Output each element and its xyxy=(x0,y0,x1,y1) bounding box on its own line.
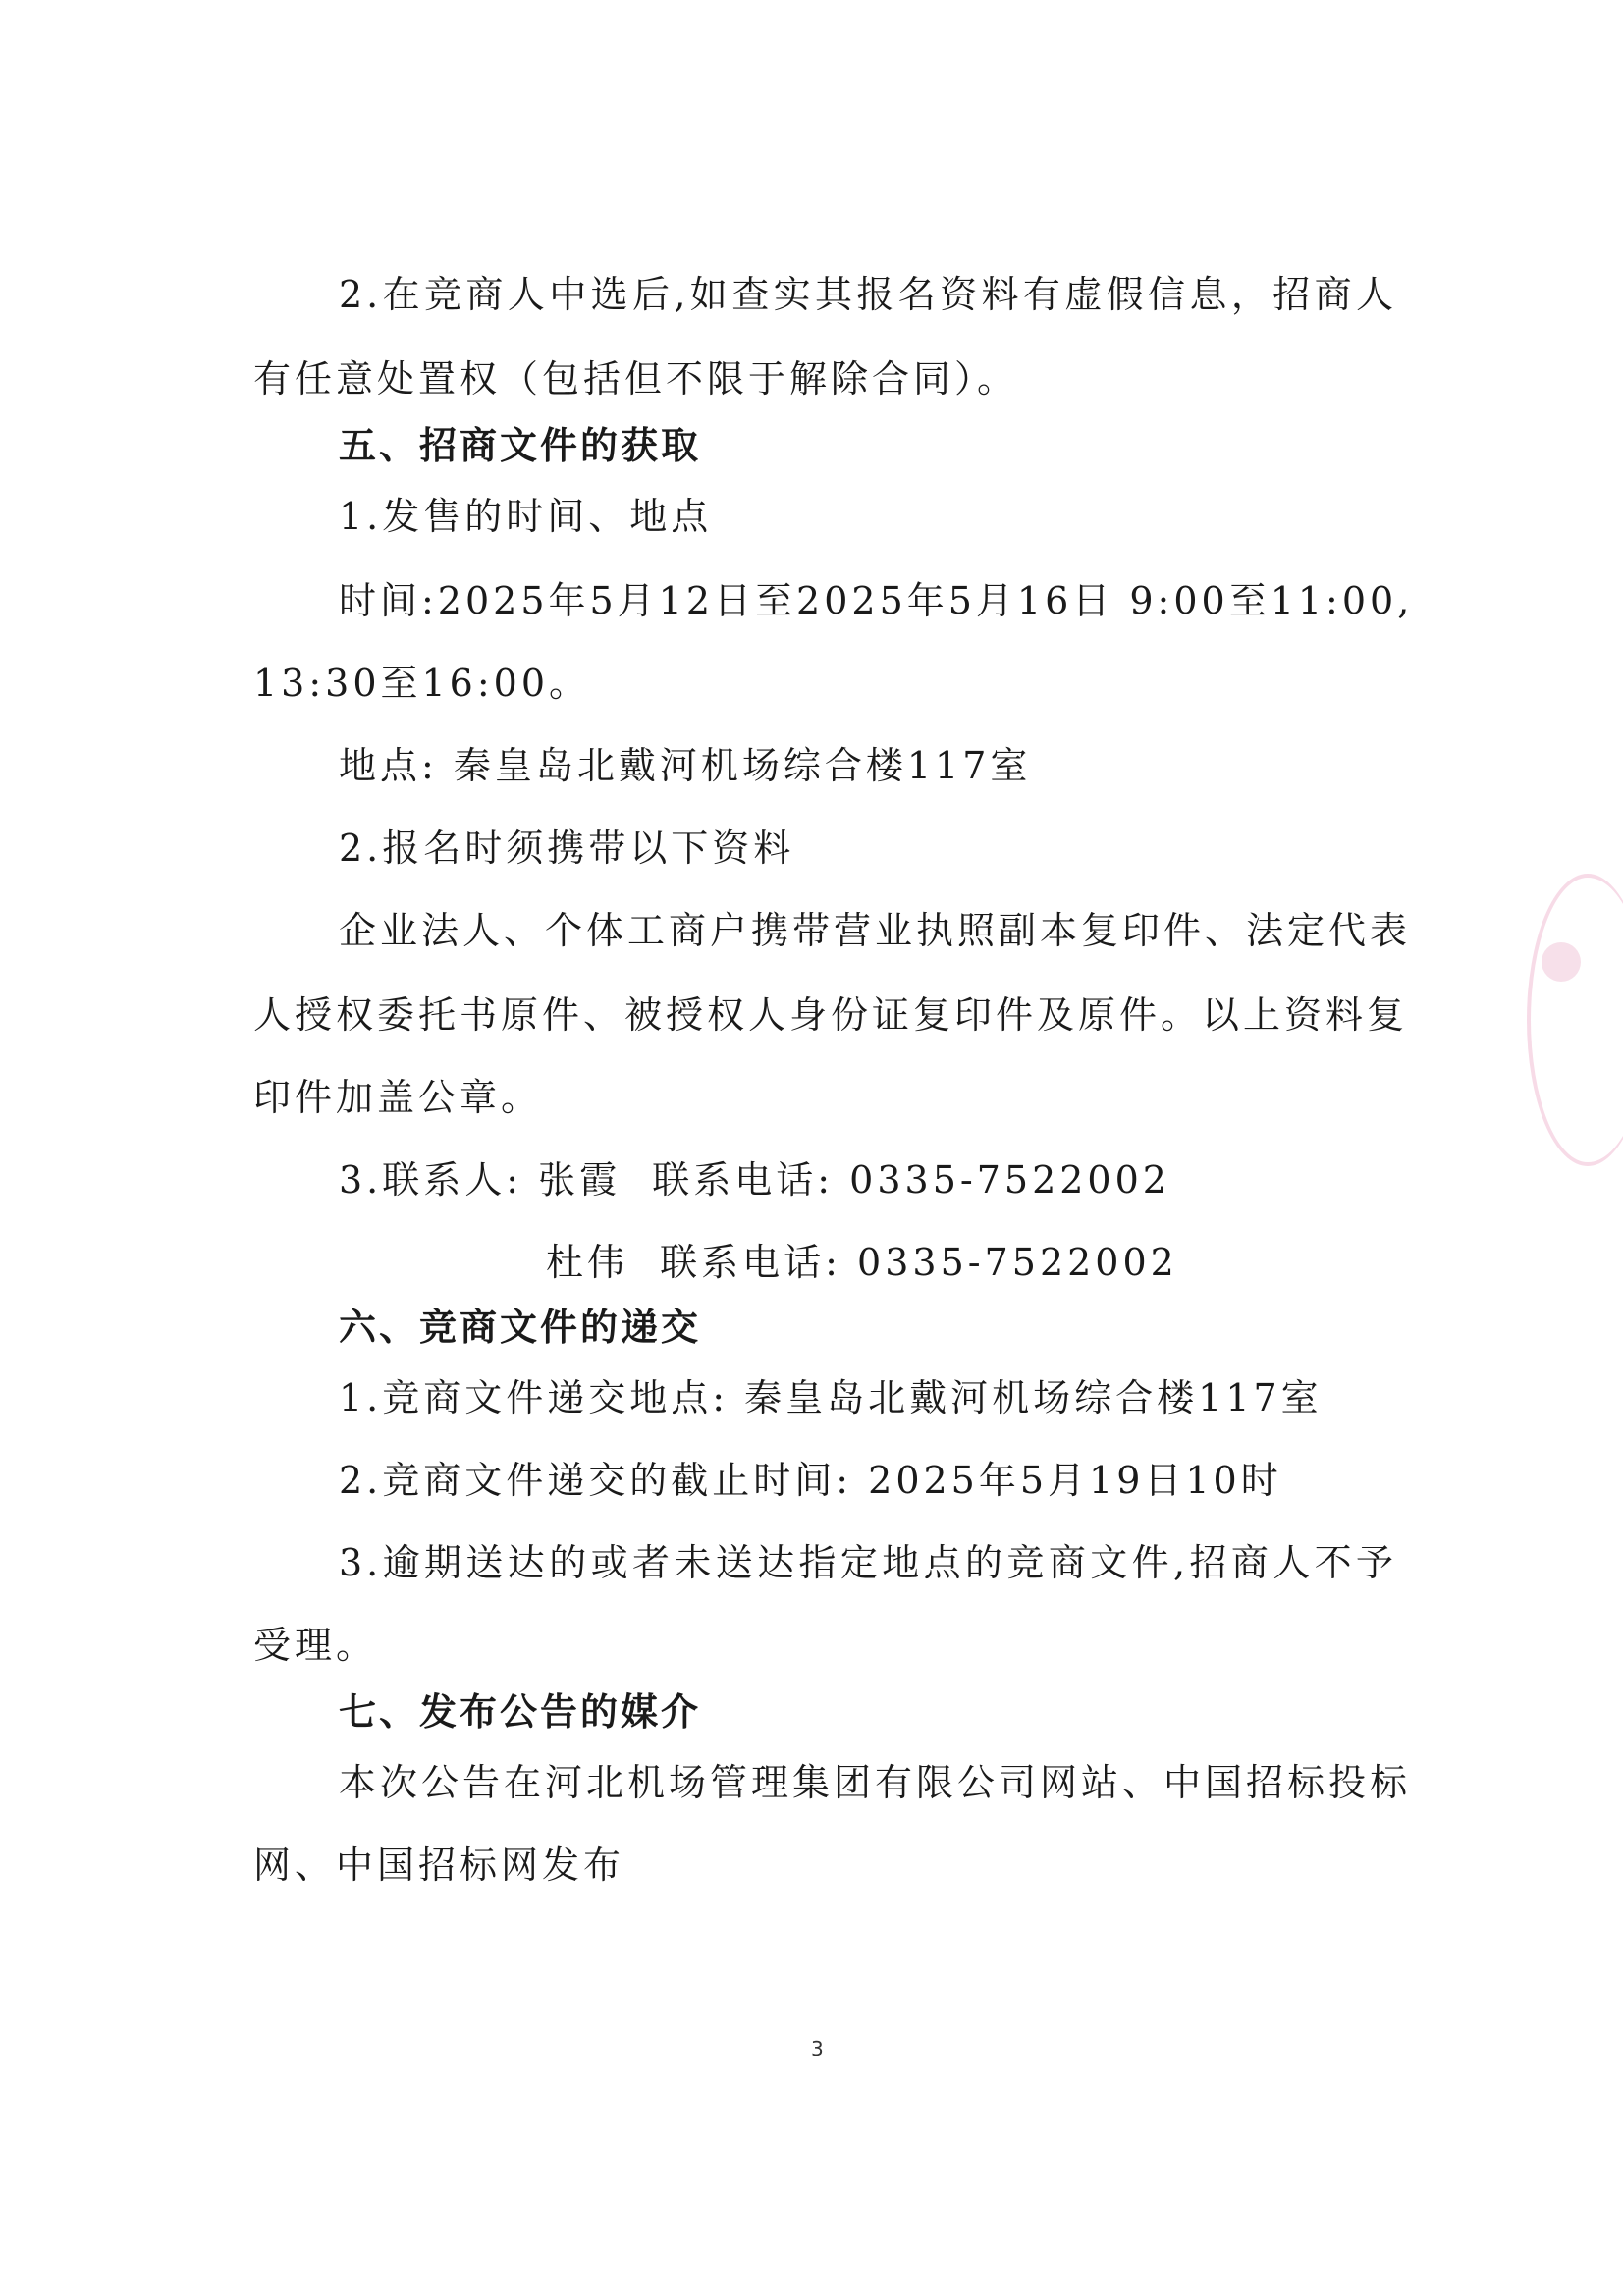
paragraph-2-line-2: 有任意处置权（包括但不限于解除合同）。 xyxy=(253,357,1019,400)
section-6-heading: 六、竞商文件的递交 xyxy=(339,1306,702,1349)
materials-line-1: 企业法人、个体工商户携带营业执照副本复印件、法定代表 xyxy=(339,909,1412,952)
paragraph-2-line-1: 2.在竞商人中选后,如查实其报名资料有虚假信息，招商人 xyxy=(339,273,1397,316)
section-6-item-2: 2.竞商文件递交的截止时间: 2025年5月19日10时 xyxy=(339,1459,1282,1502)
section-7-heading: 七、发布公告的媒介 xyxy=(339,1690,702,1734)
seal-stamp-edge xyxy=(1527,874,1623,1166)
section-6-item-3-line-2: 受理。 xyxy=(253,1624,378,1667)
sale-place: 地点: 秦皇岛北戴河机场综合楼117室 xyxy=(339,744,1032,787)
page-number: 3 xyxy=(811,2037,824,2060)
section-5-item-2: 2.报名时须携带以下资料 xyxy=(339,827,795,870)
sale-time-line-1: 时间:2025年5月12日至2025年5月16日 9:00至11:00, xyxy=(339,579,1414,622)
section-6-item-1: 1.竞商文件递交地点: 秦皇岛北戴河机场综合楼117室 xyxy=(339,1376,1323,1419)
contact-person-1: 3.联系人: 张霞 联系电话: 0335-7522002 xyxy=(339,1158,1170,1201)
materials-line-2: 人授权委托书原件、被授权人身份证复印件及原件。以上资料复 xyxy=(253,993,1409,1037)
materials-line-3: 印件加盖公章。 xyxy=(253,1076,543,1119)
section-5-item-1: 1.发售的时间、地点 xyxy=(339,495,713,538)
section-5-heading: 五、招商文件的获取 xyxy=(339,424,702,467)
contact-person-2: 杜伟 联系电话: 0335-7522002 xyxy=(546,1241,1178,1284)
seal-stamp-mark xyxy=(1542,942,1581,982)
sale-time-line-2: 13:30至16:00。 xyxy=(253,662,591,705)
media-line-1: 本次公告在河北机场管理集团有限公司网站、中国招标投标 xyxy=(339,1761,1412,1804)
media-line-2: 网、中国招标网发布 xyxy=(253,1843,625,1887)
section-6-item-3-line-1: 3.逾期送达的或者未送达指定地点的竞商文件,招商人不予 xyxy=(339,1541,1397,1584)
